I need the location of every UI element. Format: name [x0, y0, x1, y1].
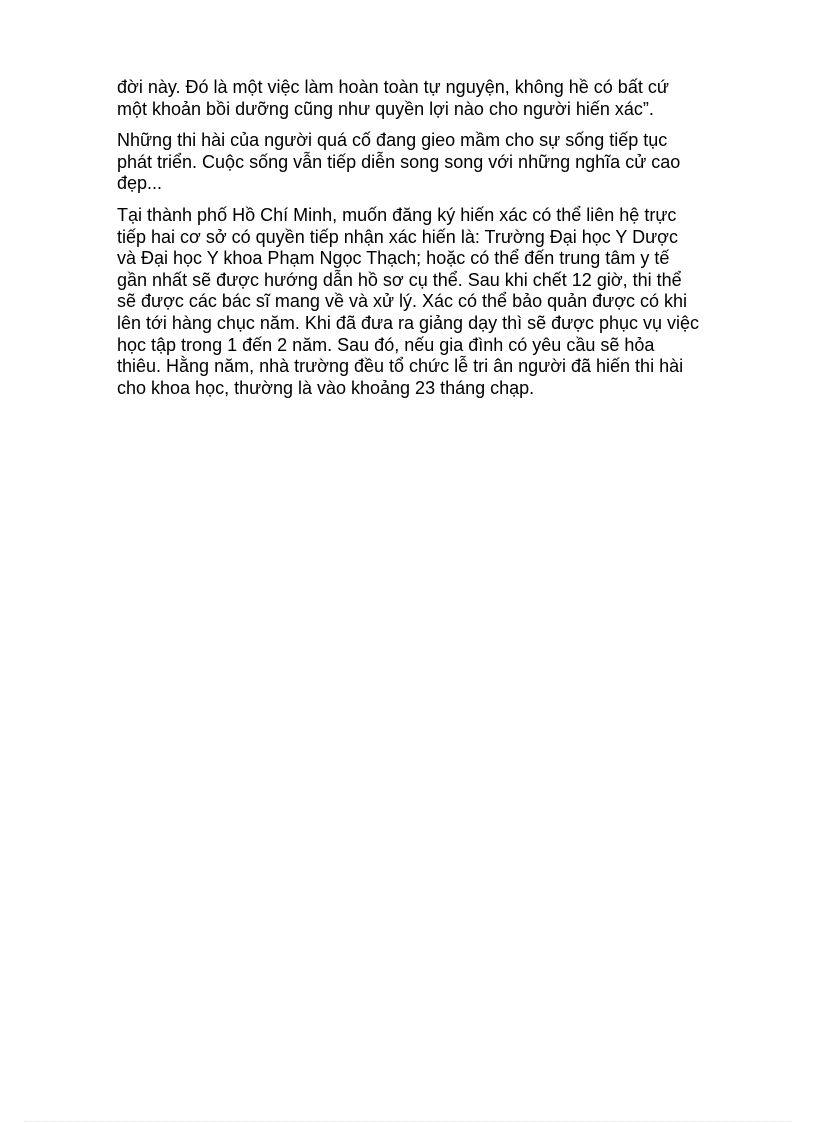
- paragraph-1: [117, 77, 745, 120]
- text-line: tiếp hai cơ sở có quyền tiếp nhận xác hiến là: Trường Đại học Y Dược: [117, 226, 678, 247]
- text-line: và Đại học Y khoa Phạm Ngọc Thạch; hoặc có thể đến trung tâm y tế: [117, 248, 670, 269]
- text-line: cho khoa học, thường là vào khoảng 23 tháng chạp.: [117, 377, 535, 398]
- text-line: một khoản bồi dưỡng cũng như quyền lợi nào cho người hiến xác”.: [117, 98, 654, 119]
- page-edge-divider: [24, 1121, 792, 1122]
- text-line: đời này. Đó là một việc làm hoàn toàn tự nguyện, không hề có bất cứ: [117, 77, 669, 97]
- text-line: đẹp...: [117, 173, 163, 194]
- text-line: sẽ được các bác sĩ mang về và xử lý. Xác có thể bảo quản được có khi: [117, 291, 688, 312]
- text-line: Những thi hài của người quá cố đang gieo mầm cho sự sống tiếp tục: [117, 130, 668, 151]
- text-line: lên tới hàng chục năm. Khi đã đưa ra giảng dạy thì sẽ được phục vụ việc: [117, 312, 700, 333]
- text-line: gần nhất sẽ được hướng dẫn hồ sơ cụ thể. Sau khi chết 12 giờ, thi thể: [117, 269, 682, 290]
- text-line: phát triển. Cuộc sống vẫn tiếp diễn song song với những nghĩa cử cao: [117, 151, 681, 172]
- text-line: thiêu. Hằng năm, nhà trường đều tổ chức lễ tri ân người đã hiến thi hài: [117, 356, 684, 377]
- text-line: Tại thành phố Hồ Chí Minh, muốn đăng ký hiến xác có thể liên hệ trực: [117, 204, 677, 225]
- paragraph-2: [117, 130, 745, 195]
- text-line: học tập trong 1 đến 2 năm. Sau đó, nếu gia đình có yêu cầu sẽ hỏa: [117, 334, 655, 355]
- paragraph-3: [117, 205, 745, 399]
- document-body: [117, 77, 745, 409]
